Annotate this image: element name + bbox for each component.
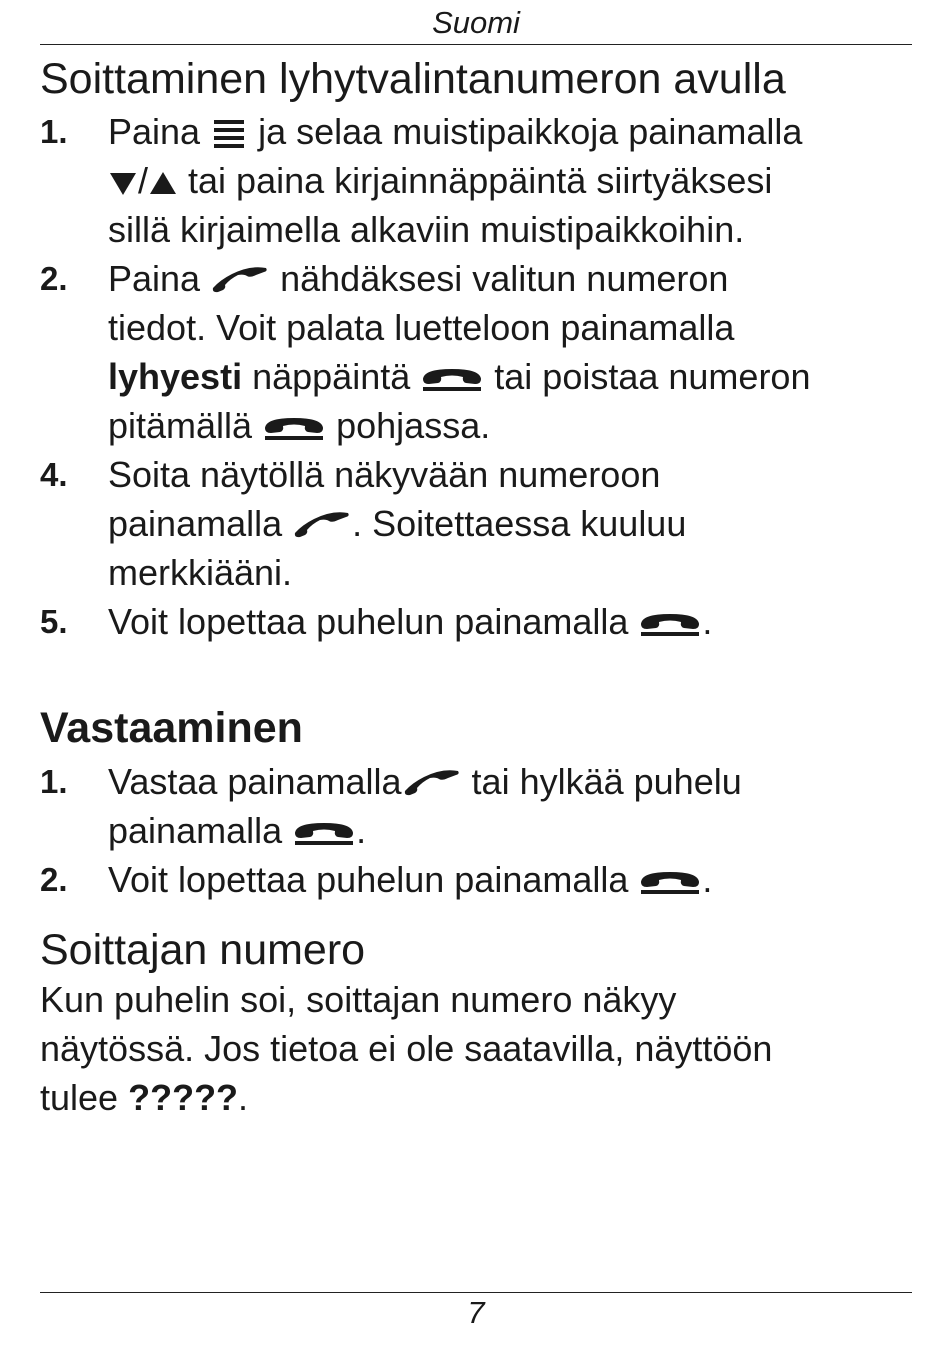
- section-title-speed-dial: Soittaminen lyhytvalintanumeron avulla: [40, 55, 786, 103]
- step-text: tai poistaa numeron: [494, 356, 811, 397]
- step-text: .: [702, 601, 713, 642]
- header-language: Suomi: [432, 5, 520, 40]
- manual-page: [40, 0, 912, 1345]
- step-text: tai paina kirjainnäppäintä siirtyäksesi: [188, 160, 773, 201]
- step-text: tiedot. Voit palata luetteloon painamalla: [108, 307, 735, 348]
- speed-dial-steps: [40, 107, 912, 646]
- step-text: /: [138, 160, 149, 201]
- step-text: pitämällä: [108, 405, 253, 446]
- step-item: [40, 450, 912, 597]
- section-title-answering: Vastaaminen: [40, 704, 303, 752]
- step-number: 2.: [40, 260, 68, 297]
- menu-icon: [210, 117, 248, 151]
- step-text: painamalla: [108, 810, 283, 851]
- end-key-icon: [638, 610, 702, 638]
- caller-id-paragraph: [40, 975, 912, 1122]
- step-text: Paina: [108, 258, 201, 299]
- step-item: [40, 254, 912, 450]
- footer-divider: [40, 1292, 912, 1293]
- step-number: 5.: [40, 603, 68, 640]
- call-key-icon: [210, 266, 270, 296]
- arrow-down-icon: [108, 169, 138, 197]
- step-text: Voit lopettaa puhelun painamalla: [108, 859, 629, 900]
- paragraph-text: .: [238, 1077, 249, 1118]
- step-text: näppäintä: [252, 356, 411, 397]
- step-text: .: [356, 810, 367, 851]
- end-key-icon: [638, 868, 702, 896]
- step-text: . Soitettaessa kuuluu: [352, 503, 687, 544]
- step-text: ja selaa muistipaikkoja painamalla: [258, 111, 803, 152]
- step-text: Vastaa painamalla: [108, 761, 402, 802]
- step-text: Paina: [108, 111, 201, 152]
- step-text: merkkiääni.: [108, 552, 293, 593]
- step-text: .: [702, 859, 713, 900]
- step-text: painamalla: [108, 503, 283, 544]
- step-item: [40, 757, 912, 855]
- call-key-icon: [402, 769, 462, 799]
- step-number: 2.: [40, 861, 68, 898]
- arrow-up-icon: [148, 169, 178, 197]
- step-number: 1.: [40, 763, 68, 800]
- step-item: [40, 597, 912, 646]
- section-title-caller-id: Soittajan numero: [40, 926, 366, 974]
- step-text: nähdäksesi valitun numeron: [280, 258, 729, 299]
- step-number: 4.: [40, 456, 68, 493]
- step-item: [40, 855, 912, 904]
- step-number: 1.: [40, 113, 68, 150]
- step-text: sillä kirjaimella alkaviin muistipaikkoihin.: [108, 209, 745, 250]
- end-key-icon: [292, 819, 356, 847]
- step-text: Voit lopettaa puhelun painamalla: [108, 601, 629, 642]
- paragraph-text: tulee: [40, 1077, 119, 1118]
- step-text: tai hylkää puhelu: [471, 761, 742, 802]
- paragraph-line: Kun puhelin soi, soittajan numero näkyy: [40, 979, 677, 1020]
- step-item: [40, 107, 912, 254]
- unknown-number-placeholder: ?????: [128, 1077, 239, 1118]
- page-number: 7: [467, 1295, 485, 1330]
- answering-steps: [40, 757, 912, 904]
- end-key-icon: [420, 365, 484, 393]
- call-key-icon: [292, 511, 352, 541]
- step-text-bold: lyhyesti: [108, 356, 243, 397]
- step-text: Soita näytöllä näkyvään numeroon: [108, 454, 661, 495]
- end-key-icon: [262, 414, 326, 442]
- step-text: pohjassa.: [336, 405, 491, 446]
- paragraph-line: näytössä. Jos tietoa ei ole saatavilla, näyttöön: [40, 1028, 773, 1069]
- header-divider: [40, 44, 912, 45]
